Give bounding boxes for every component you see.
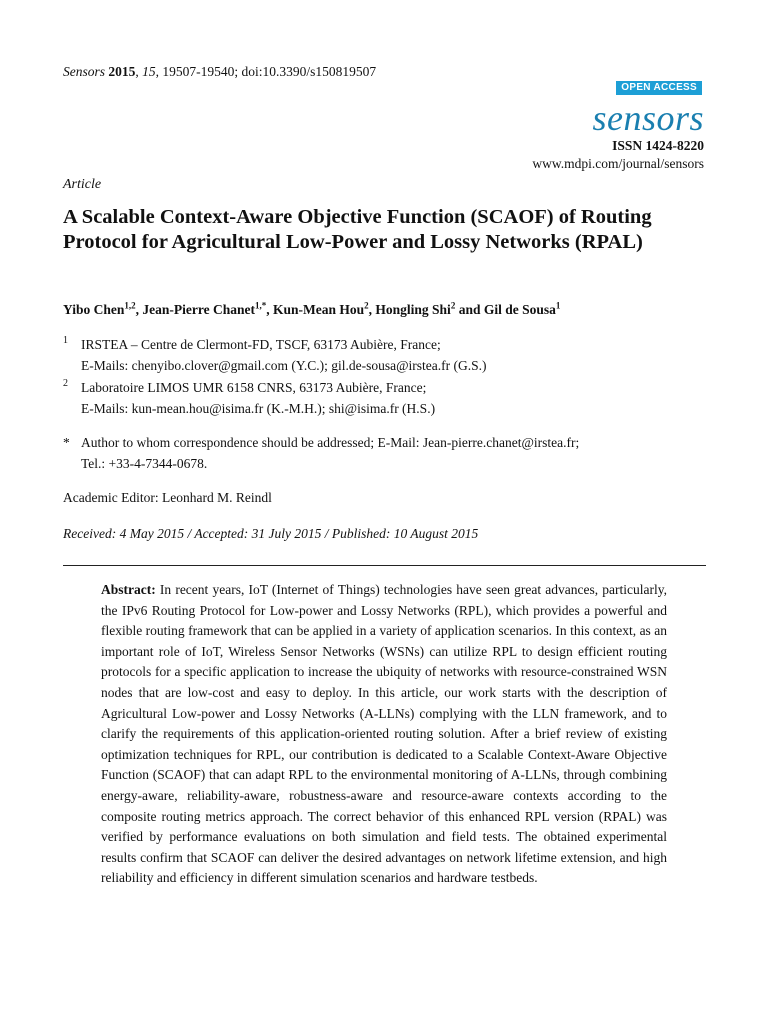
abstract bbox=[101, 580, 667, 889]
author-name: Kun-Mean Hou bbox=[273, 302, 365, 317]
correspondence-email: Author to whom correspondence should be addressed; E-Mail: Jean-pierre.chanet@irstea.fr; bbox=[81, 435, 580, 450]
author-name: Jean-Pierre Chanet bbox=[142, 302, 255, 317]
author-name: Gil de Sousa bbox=[483, 302, 556, 317]
affiliation-mark: 1 bbox=[63, 335, 68, 346]
author-name: Yibo Chen bbox=[63, 302, 125, 317]
open-access-badge: OPEN ACCESS bbox=[616, 81, 702, 95]
affiliation-2 bbox=[63, 377, 435, 419]
affiliation-1 bbox=[63, 334, 487, 376]
publication-dates: Received: 4 May 2015 / Accepted: 31 July 2015 / Published: 10 August 2015 bbox=[63, 526, 479, 541]
citation-year: 2015 bbox=[108, 64, 136, 79]
citation-volume: 15 bbox=[142, 64, 156, 79]
section-divider bbox=[63, 565, 706, 566]
article-type: Article bbox=[63, 177, 102, 192]
journal-logo: sensors bbox=[592, 98, 704, 138]
author-affiliation-mark: 2 bbox=[364, 300, 369, 311]
affiliation-address: Laboratoire LIMOS UMR 6158 CNRS, 63173 Aubière, France; bbox=[81, 380, 427, 395]
author-affiliation-mark: 1,* bbox=[255, 300, 267, 311]
abstract-text: In recent years, IoT (Internet of Things) technologies have seen great advances, particularly, the IPv6 Routing Protocol for Low-power and Lossy Networks (RPL), which provides a powerful and flexible routing framework that can be applied in a variety of application scenarios. In this context, as an important role of IoT, Wireless Sensor Networks (WSNs) can utilize RPL to design efficient routing protocols for a specific application to increase the ubiquity of networks with resource-constrained WSN nodes that are low-cost and easy to deploy. In this article, our work starts with the description of Agricultural Low-power and Lossy Networks (A-LLNs) complying with the LLN framework, and to clarify the requirements of this application-oriented routing solution. After a brief review of existing optimization techniques for RPL, our contribution is dedicated to a Scalable Context-Aware Objective Function (SCAOF) that can adapt RPL to the environmental monitoring of A-LLNs, through combining energy-aware, reliability-aware, robustness-aware and resource-aware contexts according to the composite routing metrics approach. The correct behavior of this enhanced RPL version (RPAL) was verified by performance evaluations on both simulation and field tests. The obtained experimental results confirm that SCAOF can deliver the desired advantages on network lifetime extension, and high reliability and efficiency in different simulation scenarios and hardware testbeds. bbox=[101, 582, 667, 886]
affiliation-mark: * bbox=[63, 435, 70, 450]
affiliation-mark: 2 bbox=[63, 378, 68, 389]
author-affiliation-mark: 2 bbox=[450, 300, 456, 311]
paper-title: A Scalable Context-Aware Objective Function (SCAOF) of Routing Protocol for Agricultural Low-Power and Lossy Networks (RPAL) bbox=[63, 206, 652, 253]
citation-doi: doi:10.3390/s150819507 bbox=[241, 64, 377, 79]
affiliation-emails: E-Mails: kun-mean.hou@isima.fr (K.-M.H.); shi@isima.fr (H.S.) bbox=[81, 401, 436, 416]
affiliation-address: IRSTEA – Centre de Clermont-FD, TSCF, 63173 Aubière, France; bbox=[81, 337, 441, 352]
journal-url[interactable]: www.mdpi.com/journal/sensors bbox=[532, 156, 704, 171]
academic-editor: Academic Editor: Leonhard M. Reindl bbox=[63, 490, 272, 505]
citation-pages: 19507-19540 bbox=[162, 64, 235, 79]
author-list: Yibo Chen$^{1,2}$, Jean-Pierre Chanet$^{1,*}$, Kun-Mean Hou$^2$, Hongling Shi$^2$ and Gil de Sousa$^1$ bbox=[63, 300, 561, 317]
issn: ISSN 1424-8220 bbox=[612, 138, 704, 153]
author-name: Hongling Shi bbox=[375, 302, 451, 317]
affiliation-emails: E-Mails: chenyibo.clover@gmail.com (Y.C.); gil.de-sousa@irstea.fr (G.S.) bbox=[81, 358, 487, 373]
citation-line: Sensors 2015, 15, 19507-19540; doi:10.3390/s150819507 bbox=[63, 64, 377, 79]
citation-journal: Sensors bbox=[63, 64, 106, 79]
corresponding-author-note bbox=[63, 432, 579, 474]
abstract-label: Abstract: bbox=[101, 582, 156, 597]
author-affiliation-mark: 1,2 bbox=[124, 300, 136, 311]
correspondence-phone: Tel.: +33-4-7344-0678. bbox=[81, 456, 208, 471]
author-affiliation-mark: 1 bbox=[555, 300, 561, 311]
